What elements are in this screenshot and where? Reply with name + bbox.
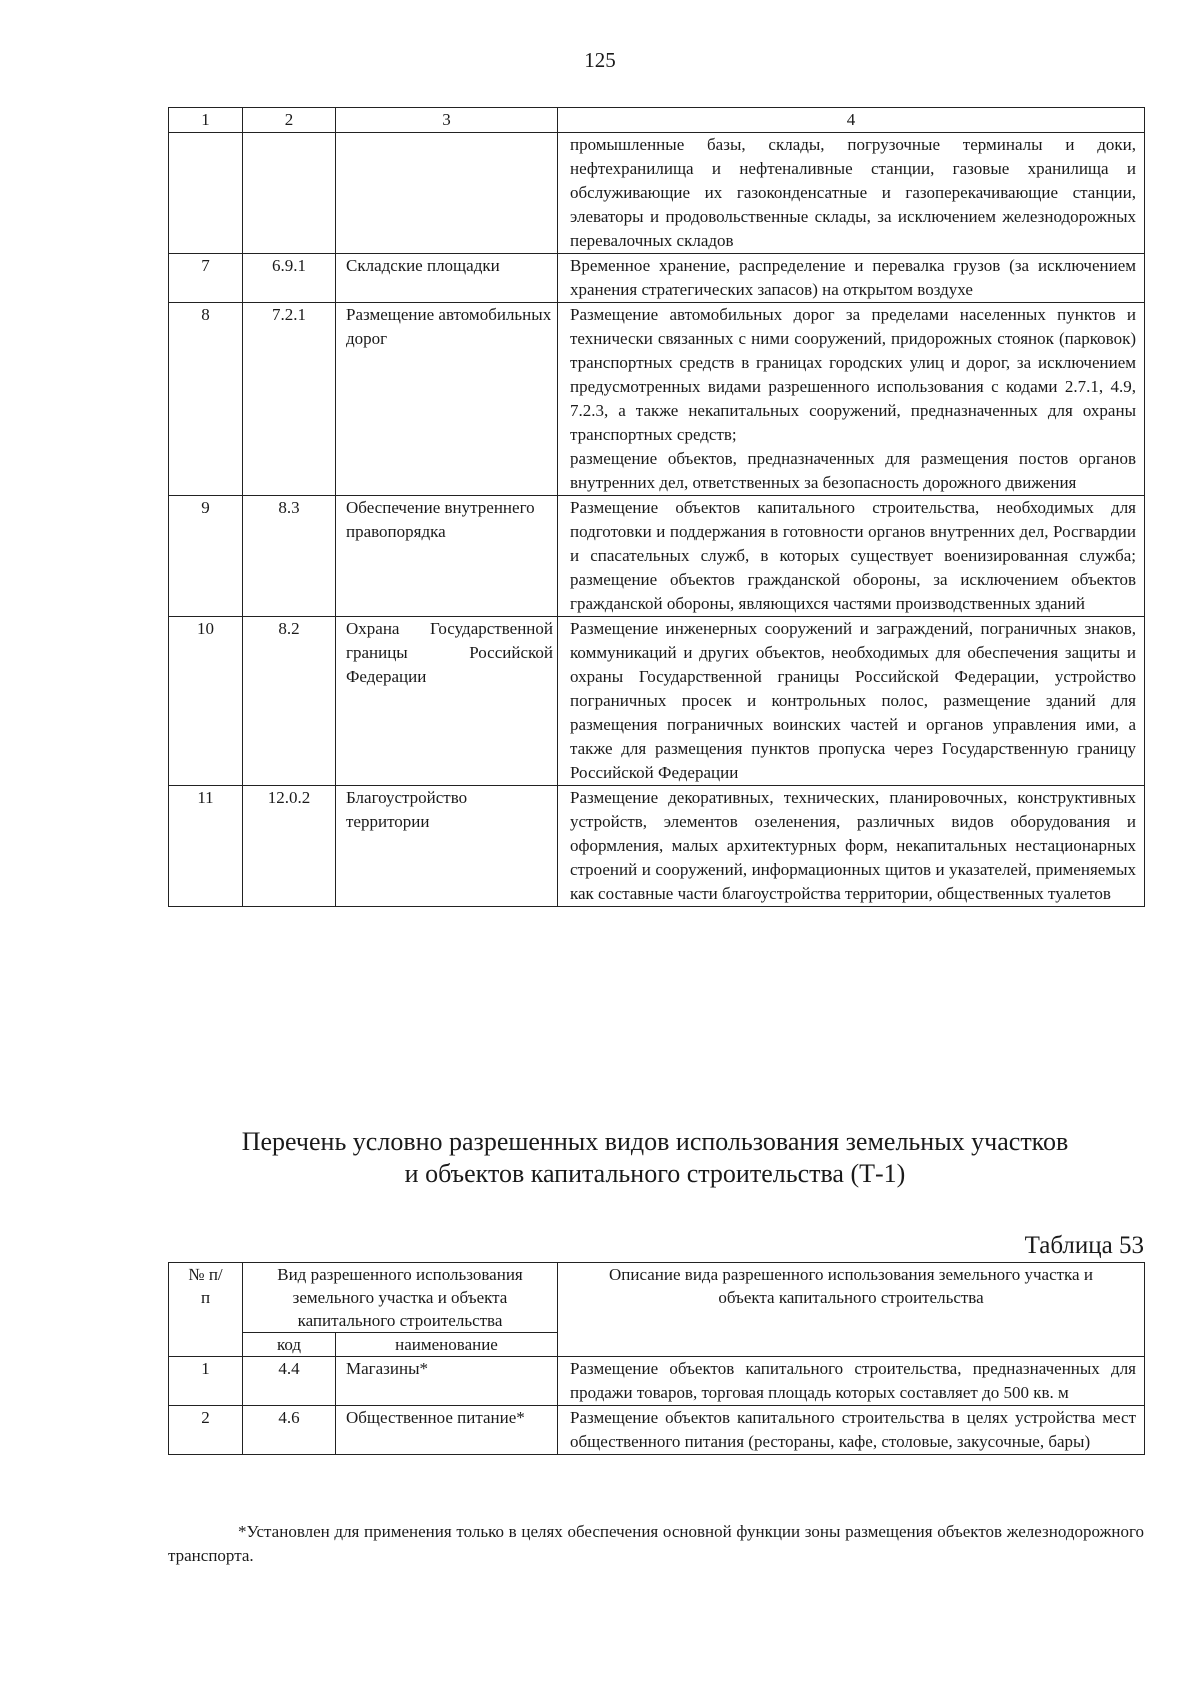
land-use-table-continued xyxy=(168,107,1145,907)
number-header: № п/п xyxy=(169,1263,243,1357)
name-header: наименование xyxy=(336,1333,558,1357)
column-description-header: 4 xyxy=(558,108,1145,133)
continued-description-cell: промышленные базы, склады, погрузочные терминалы и доки, нефтехранилища и нефтеналивные станции, газовые хранилища и обслуживающие их газоконденсатные и газоперекачивающие станции, элеваторы и продовольственные склады, за исключением железнодорожных перевалочных складов xyxy=(558,133,1145,254)
use-name: Магазины* xyxy=(336,1357,558,1406)
table-row xyxy=(169,1357,1145,1406)
use-code: 8.3 xyxy=(243,496,336,617)
use-name: Складские площадки xyxy=(336,254,558,303)
footnote: *Установлен для применения только в целях обеспечения основной функции зоны размещения объектов железнодорожного транспорта. xyxy=(168,1522,1144,1565)
column-name-header: 3 xyxy=(336,108,558,133)
use-name: Обеспечение внутреннего правопорядка xyxy=(336,496,558,617)
code-header: код xyxy=(243,1333,336,1357)
description-header: Описание вида разрешенного использования земельного участка и объекта капитального строительства xyxy=(558,1263,1145,1357)
use-description: Размещение объектов капитального строительства, необходимых для подготовки и поддержания в готовности органов внутренних дел, Росгвардии и спасательных служб, в которых существует военизированная служба; размещение объектов гражданской обороны, за исключением объектов гражданской обороны, являющихся частями производственных зданий xyxy=(558,496,1145,617)
use-description xyxy=(558,303,1145,496)
use-code: 4.4 xyxy=(243,1357,336,1406)
use-description: Размещение объектов капитального строительства в целях устройства мест общественного питания (рестораны, кафе, столовые, закусочные, бары) xyxy=(558,1406,1145,1455)
table-row xyxy=(169,617,1145,786)
conditional-use-table xyxy=(168,1262,1145,1455)
section-title-line: Перечень условно разрешенных видов использования земельных участков xyxy=(241,1127,1069,1156)
row-number: 10 xyxy=(169,617,243,786)
use-description-paragraph: размещение объектов, предназначенных для размещения постов органов внутренних дел, ответственных за безопасность дорожного движения xyxy=(570,449,1136,492)
table-row xyxy=(169,303,1145,496)
use-name: Благоустройство территории xyxy=(336,786,558,907)
row-number: 2 xyxy=(169,1406,243,1455)
row-number: 7 xyxy=(169,254,243,303)
table-row xyxy=(169,1406,1145,1455)
section-title xyxy=(0,1126,1200,1190)
row-number: 1 xyxy=(169,1357,243,1406)
use-code: 7.2.1 xyxy=(243,303,336,496)
table-row xyxy=(169,786,1145,907)
use-code: 6.9.1 xyxy=(243,254,336,303)
table-row xyxy=(169,133,1145,254)
use-description-paragraph: Размещение автомобильных дорог за пределами населенных пунктов и технически связанных с ними сооружений, придорожных стоянок (парковок) транспортных средств в границах городских улиц и дорог, за исключением предусмотренных видами разрешенного использования с кодами 2.7.1, 4.9, 7.2.3, а также некапитальных сооружений, предназначенных для охраны транспортных средств; xyxy=(570,305,1136,444)
use-name: Общественное питание* xyxy=(336,1406,558,1455)
use-name: Размещение автомобильных дорог xyxy=(336,303,558,496)
table-row xyxy=(169,254,1145,303)
table-header-row xyxy=(169,108,1145,133)
use-code: 4.6 xyxy=(243,1406,336,1455)
section-title-line: и объектов капитального строительства (Т-1) xyxy=(404,1159,906,1188)
table-caption: Таблица 53 xyxy=(1024,1232,1144,1259)
use-description: Размещение декоративных, технических, планировочных, конструктивных устройств, элементов озеленения, различных видов оборудования и оформления, малых архитектурных форм, некапитальных нестационарных строений и сооружений, информационных щитов и указателей, применяемых как составные части благоустройства территории, общественных туалетов xyxy=(558,786,1145,907)
column-number-header: 1 xyxy=(169,108,243,133)
use-name: Охрана Государственной границы Российской Федерации xyxy=(336,617,558,786)
page-number: 125 xyxy=(584,48,616,72)
row-number: 8 xyxy=(169,303,243,496)
table-header-row xyxy=(169,1263,1145,1333)
use-description: Временное хранение, распределение и перевалка грузов (за исключением хранения стратегических запасов) на открытом воздухе xyxy=(558,254,1145,303)
row-number: 11 xyxy=(169,786,243,907)
use-code: 12.0.2 xyxy=(243,786,336,907)
column-code-header: 2 xyxy=(243,108,336,133)
row-number: 9 xyxy=(169,496,243,617)
use-code: 8.2 xyxy=(243,617,336,786)
use-description: Размещение объектов капитального строительства, предназначенных для продажи товаров, торговая площадь которых составляет до 500 кв. м xyxy=(558,1357,1145,1406)
use-kind-header: Вид разрешенного использования земельного участка и объекта капитального строительства xyxy=(243,1263,558,1333)
use-description: Размещение инженерных сооружений и заграждений, пограничных знаков, коммуникаций и других объектов, необходимых для обеспечения защиты и охраны Государственной границы Российской Федерации, устройство пограничных просек и контрольных полос, размещение зданий для размещения пограничных воинских частей и органов управления ими, а также для размещения пунктов пропуска через Государственную границу Российской Федерации xyxy=(558,617,1145,786)
table-row xyxy=(169,496,1145,617)
